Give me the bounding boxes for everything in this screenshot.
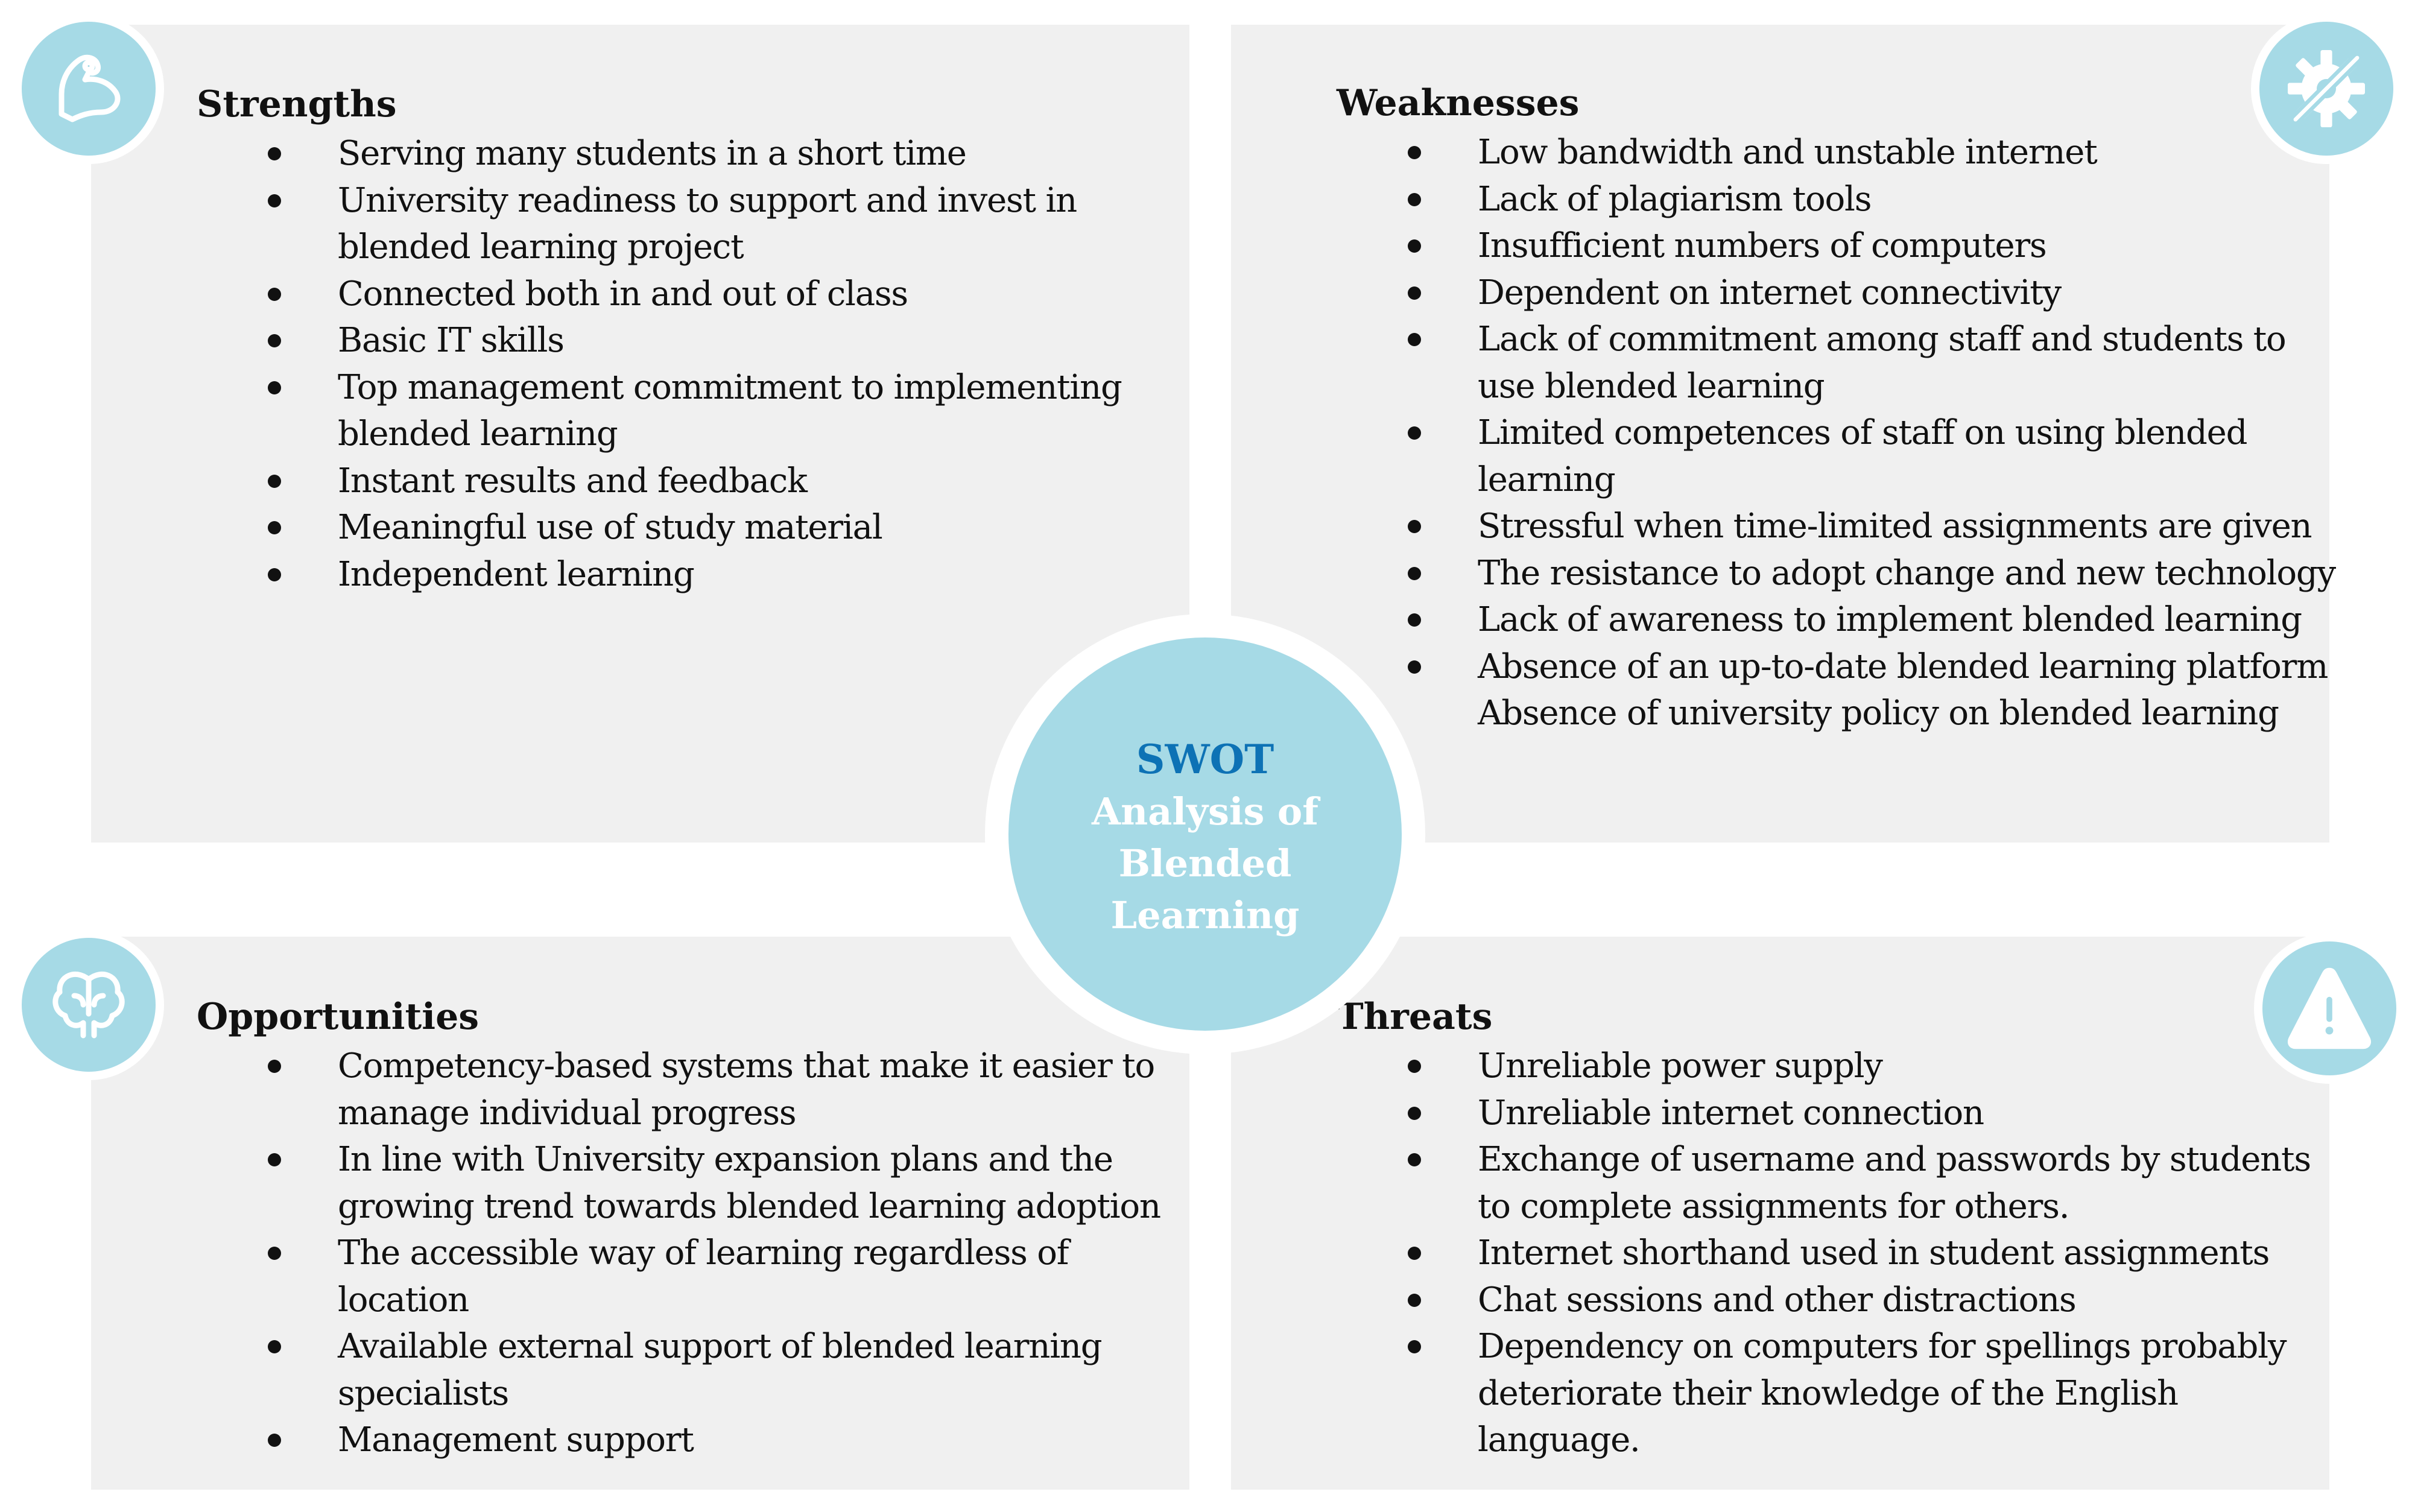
list-item <box>1337 1277 2338 1324</box>
bullet <box>268 1060 281 1073</box>
bullet <box>268 1340 281 1353</box>
bullet <box>1408 1294 1421 1307</box>
opportunities-icon-badge <box>13 929 164 1080</box>
bullet <box>1408 1107 1421 1120</box>
list-item <box>197 551 1198 598</box>
list-item-text: Internet shorthand used in student assignments <box>1478 1233 2270 1273</box>
list-item <box>1337 1090 2338 1137</box>
bullet <box>268 1153 281 1166</box>
list-item-unbulleted: Absence of university policy on blended learning <box>1478 694 2279 733</box>
center-title: SWOT <box>1136 736 1274 783</box>
bullet <box>1408 1153 1421 1166</box>
list-item <box>197 1043 1198 1136</box>
list-item-text: Meaningful use of study material <box>338 508 882 547</box>
list-item <box>1337 1136 2338 1230</box>
strengths-heading: Strengths <box>197 83 397 125</box>
list-item <box>197 458 1198 505</box>
threats-section <box>1337 991 2338 1464</box>
list-item-text: Serving many students in a short time <box>338 134 966 173</box>
weaknesses-section <box>1337 77 2338 737</box>
list-item-text: Unreliable power supply <box>1478 1046 1882 1086</box>
center-circle <box>1008 637 1402 1031</box>
list-item-text: Dependency on computers for spellings probably deteriorate their knowledge of the English language. <box>1478 1327 2287 1460</box>
weaknesses-list <box>1337 129 2338 690</box>
list-item-text: Exchange of username and passwords by students to complete assignments for others. <box>1478 1140 2311 1226</box>
bullet <box>1408 333 1421 346</box>
list-item-text: Lack of awareness to implement blended learning <box>1478 600 2302 639</box>
list-item-text: Available external support of blended learning specialists <box>338 1327 1102 1413</box>
list-item <box>1337 410 2338 503</box>
strengths-section <box>197 78 1198 598</box>
bullet <box>268 334 281 347</box>
bullet <box>268 1247 281 1260</box>
list-item <box>197 1417 1198 1464</box>
list-item <box>197 1230 1198 1323</box>
list-item <box>1337 270 2338 317</box>
list-item <box>197 1323 1198 1417</box>
list-item <box>197 271 1198 318</box>
threats-heading: Threats <box>1337 996 1493 1038</box>
strengths-list <box>197 130 1198 598</box>
bullet <box>1408 520 1421 533</box>
list-item-text: Competency-based systems that make it easier to manage individual progress <box>338 1046 1154 1133</box>
broken-gear-icon <box>2278 40 2375 137</box>
list-item-text: Absence of an up-to-date blended learning platform <box>1478 647 2328 686</box>
center-subtitle: Analysis of Blended Learning <box>1092 789 1318 937</box>
list-item-text: Lack of plagiarism tools <box>1478 179 1872 219</box>
list-item <box>197 364 1198 458</box>
bullet <box>268 147 281 160</box>
bullet <box>268 381 281 394</box>
list-item <box>197 130 1198 177</box>
list-item-text: Stressful when time-limited assignments are given <box>1478 507 2312 546</box>
list-item <box>1337 644 2338 691</box>
list-item <box>1337 596 2338 644</box>
bullet <box>1408 146 1421 159</box>
list-item-text: Basic IT skills <box>338 321 564 360</box>
list-item-text: University readiness to support and invest in blended learning project <box>338 180 1077 267</box>
list-item-text: Independent learning <box>338 554 694 594</box>
list-item-text: Low bandwidth and unstable internet <box>1478 133 2097 172</box>
list-item <box>1337 503 2338 550</box>
bullet <box>268 194 281 207</box>
list-item-text: Management support <box>338 1420 694 1460</box>
weaknesses-heading: Weaknesses <box>1337 82 1580 124</box>
threats-icon-badge <box>2254 933 2405 1084</box>
bullet <box>268 1434 281 1447</box>
list-item <box>197 317 1198 364</box>
list-item-text: Unreliable internet connection <box>1478 1093 1984 1133</box>
bullet <box>1408 239 1421 253</box>
list-item-text: Connected both in and out of class <box>338 274 908 314</box>
list-item <box>1337 176 2338 223</box>
list-item-text: Instant results and feedback <box>338 461 807 501</box>
list-item-text: Dependent on internet connectivity <box>1478 273 2061 312</box>
weaknesses-icon-badge <box>2251 13 2402 164</box>
list-item-text: Limited competences of staff on using blended learning <box>1478 413 2247 499</box>
list-item <box>1337 129 2338 176</box>
flexed-arm-icon <box>43 43 134 134</box>
list-item <box>197 177 1198 271</box>
list-item <box>197 504 1198 551</box>
bullet <box>1408 426 1421 440</box>
bullet <box>1408 660 1421 674</box>
list-item-text: The accessible way of learning regardless of location <box>338 1233 1069 1320</box>
list-item <box>1337 223 2338 270</box>
bullet <box>1408 613 1421 627</box>
bullet <box>1408 193 1421 206</box>
bullet <box>268 521 281 534</box>
list-item <box>1337 1043 2338 1090</box>
bullet <box>268 475 281 488</box>
warning-triangle-icon <box>2281 960 2378 1057</box>
threats-list <box>1337 1043 2338 1464</box>
bullet <box>268 288 281 301</box>
strengths-icon-badge <box>13 13 164 164</box>
list-item-text: Chat sessions and other distractions <box>1478 1280 2076 1320</box>
list-item-text: The resistance to adopt change and new technology <box>1478 553 2335 593</box>
list-item <box>197 1136 1198 1230</box>
bullet <box>268 568 281 581</box>
list-item-text: Insufficient numbers of computers <box>1478 226 2046 265</box>
bullet <box>1408 286 1421 300</box>
brain-icon <box>43 960 134 1050</box>
bullet <box>1408 1340 1421 1353</box>
bullet <box>1408 1060 1421 1073</box>
opportunities-list <box>197 1043 1198 1464</box>
opportunities-heading: Opportunities <box>197 996 480 1038</box>
list-item <box>1337 1323 2338 1464</box>
opportunities-section <box>197 991 1198 1464</box>
list-item-text: Lack of commitment among staff and students to use blended learning <box>1478 320 2286 406</box>
list-item-text: In line with University expansion plans and the growing trend towards blended learning adoption <box>338 1140 1160 1226</box>
list-item-text: Top management commitment to implementing blended learning <box>338 367 1122 454</box>
bullet <box>1408 567 1421 580</box>
bullet <box>1408 1247 1421 1260</box>
list-item <box>1337 316 2338 410</box>
list-item <box>1337 1230 2338 1277</box>
list-item <box>1337 550 2338 597</box>
